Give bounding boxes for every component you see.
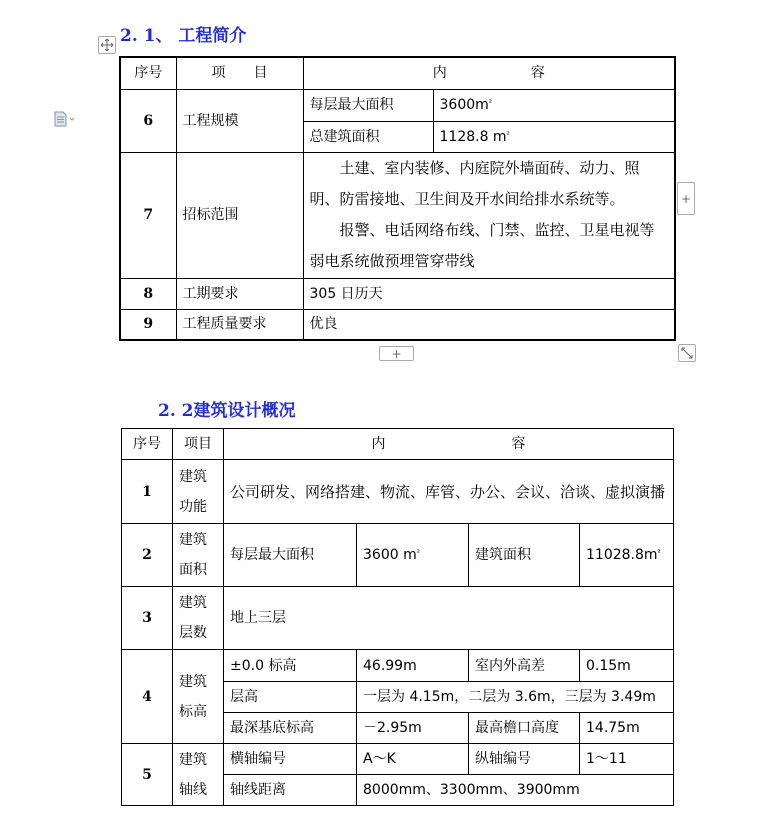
row-number: 6 [120, 89, 176, 152]
scope-content [303, 152, 675, 278]
cell-value [580, 524, 674, 587]
cell-value: 14.75m [580, 713, 674, 744]
cell-value: 8000mm、3300mm、3900mm [357, 775, 674, 806]
row-number: 5 [122, 744, 173, 806]
project-overview-table [119, 56, 676, 341]
cell-value: A～K [357, 744, 469, 775]
row-content: 优良 [303, 309, 675, 340]
row-number: 8 [120, 278, 176, 309]
row-item: 建筑功能 [173, 460, 224, 524]
row-number: 7 [120, 152, 176, 278]
row-number: 1 [122, 460, 173, 524]
cell-value: 一层为 4.15m，二层为 3.6m，三层为 3.49m [357, 682, 674, 713]
value-text: 3600 m [363, 547, 417, 563]
unit-superscript: ² [416, 548, 420, 557]
scope-paragraph-2: 报警、电话网络布线、门禁、监控、卫星电视等弱电系统做预埋管穿带线 [309, 221, 655, 270]
scope-paragraph-1: 土建、室内装修、内庭院外墙面砖、动力、照明、防雷接地、卫生间及开水间给排水系统等。 [309, 159, 640, 208]
cell-label: 室内外高差 [469, 650, 580, 682]
section-heading-2: 2. 2建筑设计概况 [158, 401, 296, 421]
move-arrows-icon [100, 38, 114, 52]
cell-value: 46.99m [357, 650, 469, 682]
cell-label: 纵轴编号 [469, 744, 580, 775]
add-row-button[interactable]: + [379, 346, 414, 361]
cell-value: 0.15m [580, 650, 674, 682]
cell-label: 横轴编号 [224, 744, 357, 775]
cell-label: 建筑面积 [469, 524, 580, 587]
cell-value: 1～11 [580, 744, 674, 775]
cell-label: 最深基底标高 [224, 713, 357, 744]
header-content: 内 容 [303, 57, 675, 89]
row-item: 工期要求 [176, 278, 303, 309]
cell-value [433, 89, 675, 121]
document-icon[interactable] [54, 111, 68, 127]
header-item: 项目 [173, 429, 224, 460]
cell-label: 层高 [224, 682, 357, 713]
cell-value [433, 121, 675, 152]
row-number: 3 [122, 587, 173, 650]
header-no: 序号 [122, 429, 173, 460]
value-text: 3600m [439, 97, 489, 113]
cell-label: 每层最大面积 [224, 524, 357, 587]
row-content: 公司研发、网络搭建、物流、库管、办公、会议、洽谈、虚拟演播 [224, 460, 674, 524]
unit-superscript: ² [657, 548, 661, 557]
row-content: 305 日历天 [303, 278, 675, 309]
resize-icon[interactable] [678, 344, 696, 362]
cell-label: ±0.0 标高 [224, 650, 357, 682]
row-item: 招标范围 [176, 152, 303, 278]
cell-value [357, 524, 469, 587]
row-item: 建筑标高 [173, 650, 224, 744]
move-icon[interactable] [98, 36, 116, 54]
header-item: 项 目 [176, 57, 303, 89]
architecture-design-table [121, 428, 674, 806]
row-item: 建筑层数 [173, 587, 224, 650]
row-content: 地上三层 [224, 587, 674, 650]
value-text: 11028.8m [586, 547, 658, 563]
unit-superscript: ² [488, 98, 492, 107]
cell-label: 总建筑面积 [303, 121, 433, 152]
row-item: 建筑轴线 [173, 744, 224, 806]
resize-arrows-icon [681, 347, 693, 359]
row-item: 工程规模 [176, 89, 303, 152]
value-text: 1128.8 m [439, 128, 507, 145]
section-heading-1: 2. 1、 工程简介 [120, 26, 247, 46]
cell-label: 最高檐口高度 [469, 713, 580, 744]
cell-value: －2.95m [357, 713, 469, 744]
header-no: 序号 [120, 57, 176, 89]
row-number: 4 [122, 650, 173, 744]
row-number: 2 [122, 524, 173, 587]
unit-superscript: ² [506, 129, 510, 139]
row-item: 建筑面积 [173, 524, 224, 587]
cell-label: 每层最大面积 [303, 89, 433, 121]
row-number: 9 [120, 309, 176, 340]
header-content: 内 容 [224, 429, 674, 460]
row-item: 工程质量要求 [176, 309, 303, 340]
cell-label: 轴线距离 [224, 775, 357, 806]
add-column-button[interactable]: + [677, 182, 695, 215]
